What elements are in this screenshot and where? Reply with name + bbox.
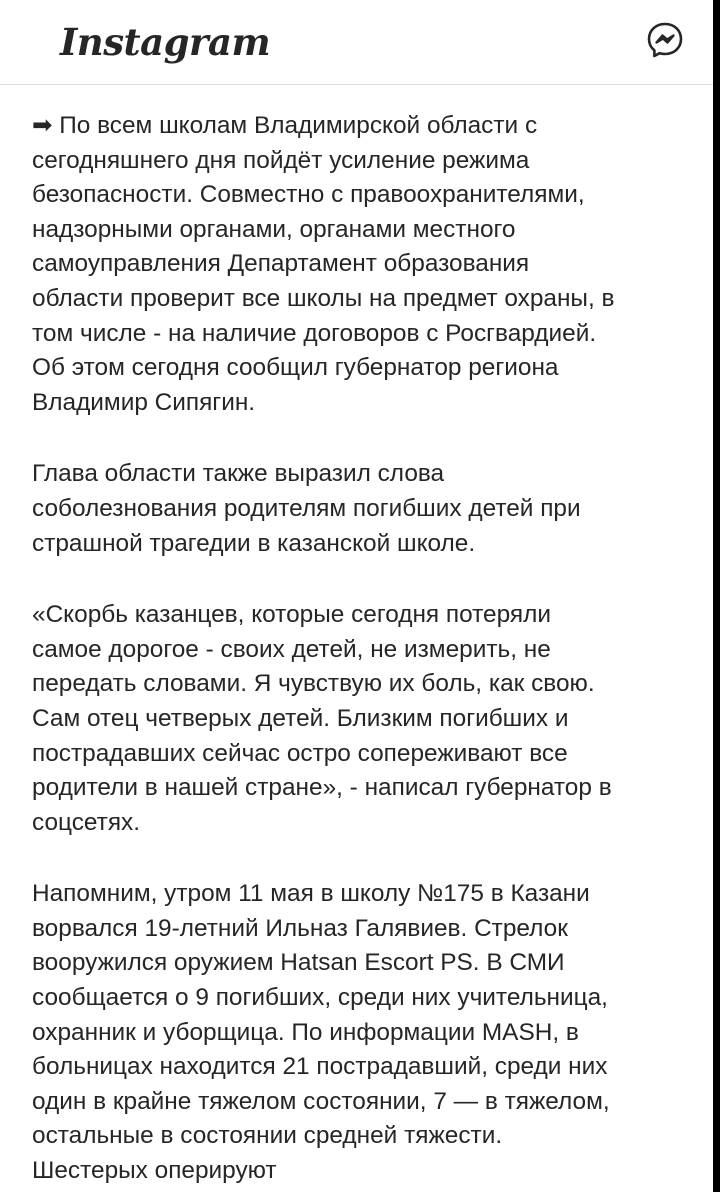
messenger-icon	[645, 20, 685, 60]
instagram-logo[interactable]: Instagram	[60, 20, 271, 64]
screen-edge	[713, 0, 720, 1192]
caption-paragraph-2: Глава области также выразил слова соболезнования родителям погибших детей при страшной трагедии в казанской школе.	[32, 460, 581, 557]
caption-paragraph-4: Напомним, утром 11 мая в школу №175 в Казани ворвался 19-летний Ильназ Галявиев. Стрелок вооружился оружием Hatsan Escort PS. В СМИ сообщается о 9 погибших, среди них учительница, охранник и уборщица. По информации MASH, в больницах находится 21 пострадавший, среди них один в крайне тяжелом состоянии, 7 — в тяжелом, остальные в состоянии средней тяжести. Шестерых оперируют	[32, 880, 610, 1185]
caption-paragraph-3: «Скорбь казанцев, которые сегодня потеряли самое дорогое - своих детей, не измерить, не передать словами. Я чувствую их боль, как свою. Сам отец четверых детей. Близким погибших и пострадавших сейчас остро сопереживают все родители в нашей стране», - написал губернатор в соцсетях.	[32, 601, 612, 836]
messenger-button[interactable]	[645, 20, 685, 60]
top-bar	[0, 0, 713, 85]
caption-paragraph-1: ➡ По всем школам Владимирской области с сегодняшнего дня пойдёт усиление режима безопасности. Совместно с правоохранителями, надзорными органами, органами местного самоуправления Департамент образования области проверит все школы на предмет охраны, в том числе - на наличие договоров с Росгвардией. Об этом сегодня сообщил губернатор региона Владимир Сипягин.	[32, 112, 615, 416]
post-caption	[0, 85, 713, 1189]
